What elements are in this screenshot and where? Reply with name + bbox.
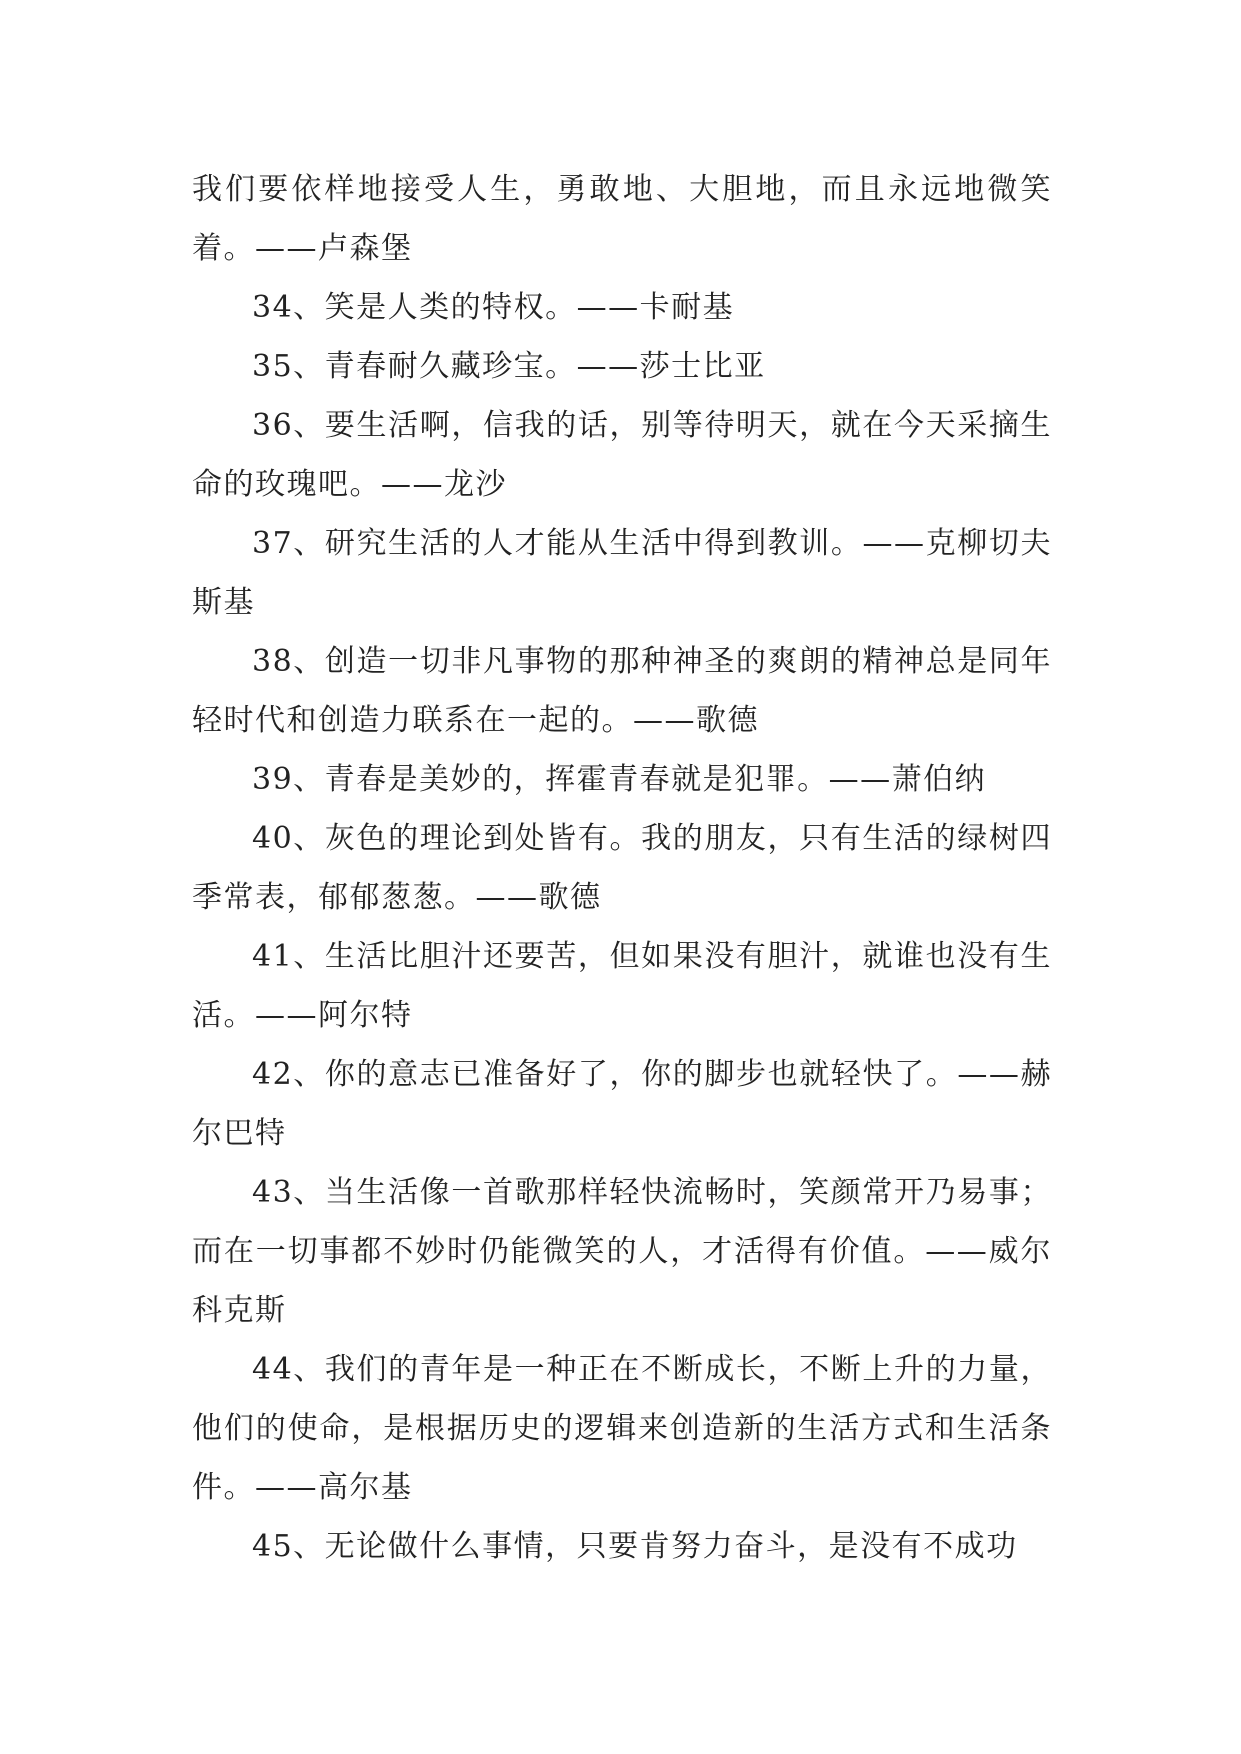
quote-paragraph: 42、你的意志已准备好了，你的脚步也就轻快了。——赫尔巴特 — [192, 1057, 1052, 1151]
quote-paragraph: 44、我们的青年是一种正在不断成长，不断上升的力量，他们的使命，是根据历史的逻辑来创造新的生活方式和生活条件。——高尔基 — [192, 1352, 1052, 1505]
quote-paragraph: 35、青春耐久藏珍宝。——莎士比亚 — [252, 349, 766, 384]
quote-paragraph: 我们要依样地接受人生，勇敢地、大胆地，而且永远地微笑着。——卢森堡 — [192, 172, 1052, 266]
document-body — [192, 160, 1052, 1576]
quote-paragraph: 41、生活比胆汁还要苦，但如果没有胆汁，就谁也没有生活。——阿尔特 — [192, 939, 1052, 1033]
quote-paragraph: 36、要生活啊，信我的话，别等待明天，就在今天采摘生命的玫瑰吧。——龙沙 — [192, 408, 1052, 502]
quote-paragraph: 38、创造一切非凡事物的那种神圣的爽朗的精神总是同年轻时代和创造力联系在一起的。——歌德 — [192, 644, 1052, 738]
quote-paragraph: 39、青春是美妙的，挥霍青春就是犯罪。——萧伯纳 — [252, 762, 987, 797]
quote-paragraph: 45、无论做什么事情，只要肯努力奋斗，是没有不成功 — [252, 1529, 1018, 1564]
quote-paragraph: 37、研究生活的人才能从生活中得到教训。——克柳切夫斯基 — [192, 526, 1052, 620]
quote-paragraph: 43、当生活像一首歌那样轻快流畅时，笑颜常开乃易事；而在一切事都不妙时仍能微笑的人，才活得有价值。——威尔科克斯 — [192, 1175, 1052, 1328]
quote-paragraph: 40、灰色的理论到处皆有。我的朋友，只有生活的绿树四季常表，郁郁葱葱。——歌德 — [192, 821, 1052, 915]
quote-paragraph: 34、笑是人类的特权。——卡耐基 — [252, 290, 735, 325]
